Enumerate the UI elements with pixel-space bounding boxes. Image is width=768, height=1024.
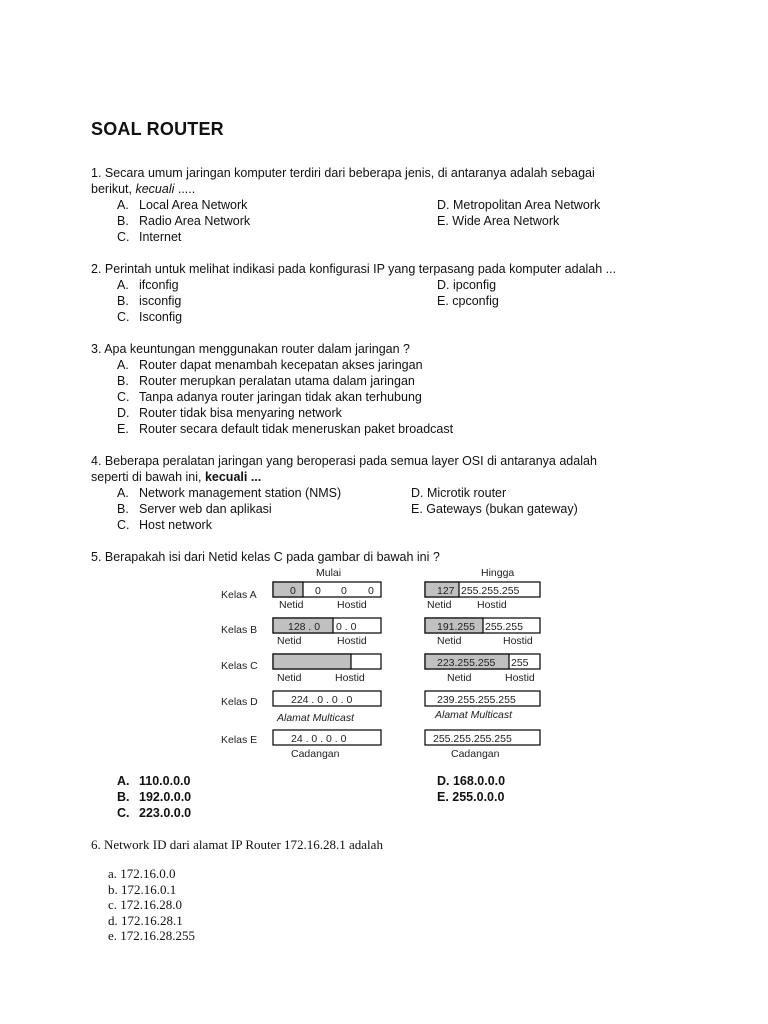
option-a[interactable] bbox=[91, 485, 691, 501]
option-label: E. bbox=[117, 422, 129, 436]
option-text: Router merupkan peralatan utama dalam jaringan bbox=[139, 374, 415, 388]
b-end-host: 255.255 bbox=[485, 621, 523, 633]
option-text: Local Area Network bbox=[139, 198, 248, 212]
option-text: E. Gateways (bukan gateway) bbox=[411, 502, 578, 516]
option-text: Server web dan aplikasi bbox=[139, 502, 272, 516]
option-label: B. bbox=[117, 214, 129, 228]
mulai-label: Mulai bbox=[316, 567, 342, 579]
option-c[interactable] bbox=[91, 229, 691, 245]
option-b[interactable] bbox=[91, 789, 691, 805]
option-a[interactable] bbox=[91, 357, 691, 373]
option-b[interactable] bbox=[91, 213, 691, 229]
question-6-options bbox=[108, 866, 708, 944]
e-start: 24 . 0 . 0 . 0 bbox=[291, 733, 347, 745]
option-row bbox=[91, 277, 691, 293]
option-text: Network management station (NMS) bbox=[139, 486, 342, 500]
option-b[interactable] bbox=[91, 293, 691, 309]
cadangan-label: Cadangan bbox=[451, 748, 500, 760]
hostid-label: Hostid bbox=[477, 599, 507, 611]
question-1-stem-line2 bbox=[91, 181, 691, 197]
a-start-octet-3: 0 bbox=[341, 585, 347, 597]
kelas-c-label: Kelas C bbox=[221, 660, 258, 672]
hostid-label: Hostid bbox=[335, 672, 365, 684]
option-row bbox=[91, 213, 691, 229]
stem-emphasis: kecuali bbox=[135, 182, 175, 196]
b-end-net: 191.255 bbox=[437, 621, 475, 633]
hostid-label: Hostid bbox=[503, 635, 533, 647]
option-a[interactable]: a. 172.16.0.0 bbox=[108, 866, 176, 881]
stem-emphasis: kecuali ... bbox=[204, 470, 262, 484]
option-text: D. ipconfig bbox=[437, 278, 497, 292]
question-3-stem: 3. Apa keuntungan menggunakan router dalam jaringan ? bbox=[91, 342, 410, 356]
option-text: Router secara default tidak meneruskan paket broadcast bbox=[139, 422, 454, 436]
a-start-octet-4: 0 bbox=[368, 585, 374, 597]
option-text: E. 255.0.0.0 bbox=[437, 790, 505, 804]
a-start-octet-1: 0 bbox=[290, 585, 296, 597]
option-text: D. 168.0.0.0 bbox=[437, 774, 506, 788]
b-start-net: 128 . 0 bbox=[288, 621, 321, 633]
option-row bbox=[91, 293, 691, 309]
question-4-stem: 4. Beberapa peralatan jaringan yang beroperasi pada semua layer OSI di antaranya adalah bbox=[91, 454, 597, 468]
option-row bbox=[91, 773, 691, 789]
option-text: 223.0.0.0 bbox=[139, 806, 192, 820]
option-a[interactable] bbox=[91, 277, 691, 293]
option-text: 110.0.0.0 bbox=[139, 774, 191, 788]
option-c[interactable] bbox=[91, 805, 691, 821]
stem-text: seperti di bawah ini, bbox=[91, 470, 205, 484]
option-row bbox=[91, 229, 691, 245]
a-start-octet-2: 0 bbox=[315, 585, 321, 597]
option-text: E. cpconfig bbox=[437, 294, 499, 308]
option-a[interactable] bbox=[91, 197, 691, 213]
option-b[interactable] bbox=[91, 373, 691, 389]
option-text: isconfig bbox=[139, 294, 182, 308]
option-label: B. bbox=[117, 294, 129, 308]
question-5-stem: 5. Berapakah isi dari Netid kelas C pada gambar di bawah ini ? bbox=[91, 550, 440, 564]
option-row bbox=[91, 517, 691, 533]
option-text: ifconfig bbox=[139, 278, 179, 292]
question-1-stem: 1. Secara umum jaringan komputer terdiri dari beberapa jenis, di antaranya adalah sebagai bbox=[91, 166, 595, 180]
option-label: A. bbox=[117, 774, 130, 788]
option-text: Router tidak bisa menyaring network bbox=[139, 406, 342, 420]
netid-label: Netid bbox=[427, 599, 452, 611]
hostid-label: Hostid bbox=[337, 599, 367, 611]
option-b[interactable] bbox=[91, 501, 691, 517]
option-label: C. bbox=[117, 310, 130, 324]
option-text: Host network bbox=[139, 518, 212, 532]
option-row bbox=[91, 789, 691, 805]
option-text: 192.0.0.0 bbox=[139, 790, 192, 804]
option-row bbox=[91, 805, 691, 821]
netid-label: Netid bbox=[437, 635, 462, 647]
question-5-options bbox=[91, 773, 691, 821]
option-text: Isconfig bbox=[139, 310, 183, 324]
option-d[interactable] bbox=[91, 405, 691, 421]
question-3 bbox=[91, 341, 691, 437]
question-1 bbox=[91, 165, 691, 245]
question-4-stem-line2 bbox=[91, 469, 691, 485]
d-end: 239.255.255.255 bbox=[437, 694, 516, 706]
stem-text: ..... bbox=[174, 182, 196, 196]
option-label: A. bbox=[117, 278, 129, 292]
option-c[interactable] bbox=[91, 517, 691, 533]
option-e[interactable] bbox=[91, 421, 691, 437]
option-label: B. bbox=[117, 374, 129, 388]
b-start-host: 0 . 0 bbox=[336, 621, 357, 633]
hostid-label: Hostid bbox=[505, 672, 535, 684]
kelas-d-label: Kelas D bbox=[221, 696, 258, 708]
option-label: A. bbox=[117, 358, 129, 372]
ip-class-diagram bbox=[215, 563, 555, 763]
option-text: D. Microtik router bbox=[411, 486, 507, 500]
d-start: 224 . 0 . 0 . 0 bbox=[291, 694, 353, 706]
option-c[interactable]: c. 172.16.28.0 bbox=[108, 897, 183, 912]
a-end-host: 255.255.255 bbox=[461, 585, 520, 597]
multicast-label: Alamat Multicast bbox=[435, 709, 513, 721]
option-d[interactable]: d. 172.16.28.1 bbox=[108, 912, 183, 928]
kelas-e-label: Kelas E bbox=[221, 734, 258, 746]
option-b[interactable]: b. 172.16.0.1 bbox=[108, 881, 177, 897]
netid-label: Netid bbox=[279, 599, 304, 611]
option-label: A. bbox=[117, 486, 129, 500]
kelas-a-label: Kelas A bbox=[221, 589, 257, 601]
question-2 bbox=[91, 261, 691, 325]
question-6-stem: 6. Network ID dari alamat IP Router 172.16.28.1 adalah bbox=[91, 837, 383, 852]
c-end-net: 223.255.255 bbox=[437, 657, 496, 669]
hostid-label: Hostid bbox=[337, 635, 367, 647]
option-label: B. bbox=[117, 790, 130, 804]
hingga-label: Hingga bbox=[481, 567, 515, 579]
option-text: Radio Area Network bbox=[139, 214, 251, 228]
option-row bbox=[91, 485, 691, 501]
option-a[interactable] bbox=[91, 773, 691, 789]
option-e[interactable]: e. 172.16.28.255 bbox=[108, 928, 196, 943]
option-label: B. bbox=[117, 502, 129, 516]
page-title: SOAL ROUTER bbox=[91, 119, 224, 139]
option-text: E. Wide Area Network bbox=[437, 214, 560, 228]
netid-label: Netid bbox=[447, 672, 472, 684]
option-row bbox=[91, 197, 691, 213]
option-label: D. bbox=[117, 406, 130, 420]
option-text: Internet bbox=[139, 230, 182, 244]
netid-label: Netid bbox=[277, 672, 302, 684]
option-label: C. bbox=[117, 390, 130, 404]
option-label: C. bbox=[117, 518, 130, 532]
c-end-host: 255 bbox=[511, 657, 529, 669]
question-6 bbox=[91, 837, 691, 853]
option-c[interactable] bbox=[91, 389, 691, 405]
question-4 bbox=[91, 453, 691, 533]
option-text: Router dapat menambah kecepatan akses jaringan bbox=[139, 358, 423, 372]
e-end: 255.255.255.255 bbox=[433, 733, 512, 745]
multicast-label: Alamat Multicast bbox=[277, 712, 355, 724]
option-label: C. bbox=[117, 230, 130, 244]
option-text: Tanpa adanya router jaringan tidak akan terhubung bbox=[139, 390, 422, 404]
option-row bbox=[91, 309, 691, 325]
question-2-stem: 2. Perintah untuk melihat indikasi pada konfigurasi IP yang terpasang pada komputer adalah ... bbox=[91, 262, 617, 276]
kelas-c-start-netid-shade bbox=[273, 654, 351, 669]
kelas-a-start-netid-shade bbox=[273, 582, 303, 597]
option-label: C. bbox=[117, 806, 130, 820]
option-label: A. bbox=[117, 198, 129, 212]
netid-label: Netid bbox=[277, 635, 302, 647]
option-text: D. Metropolitan Area Network bbox=[437, 198, 601, 212]
a-end-net: 127 bbox=[437, 585, 455, 597]
option-row bbox=[91, 501, 691, 517]
stem-text: berikut, bbox=[91, 182, 136, 196]
cadangan-label: Cadangan bbox=[291, 748, 340, 760]
option-c[interactable] bbox=[91, 309, 691, 325]
kelas-b-label: Kelas B bbox=[221, 624, 258, 636]
